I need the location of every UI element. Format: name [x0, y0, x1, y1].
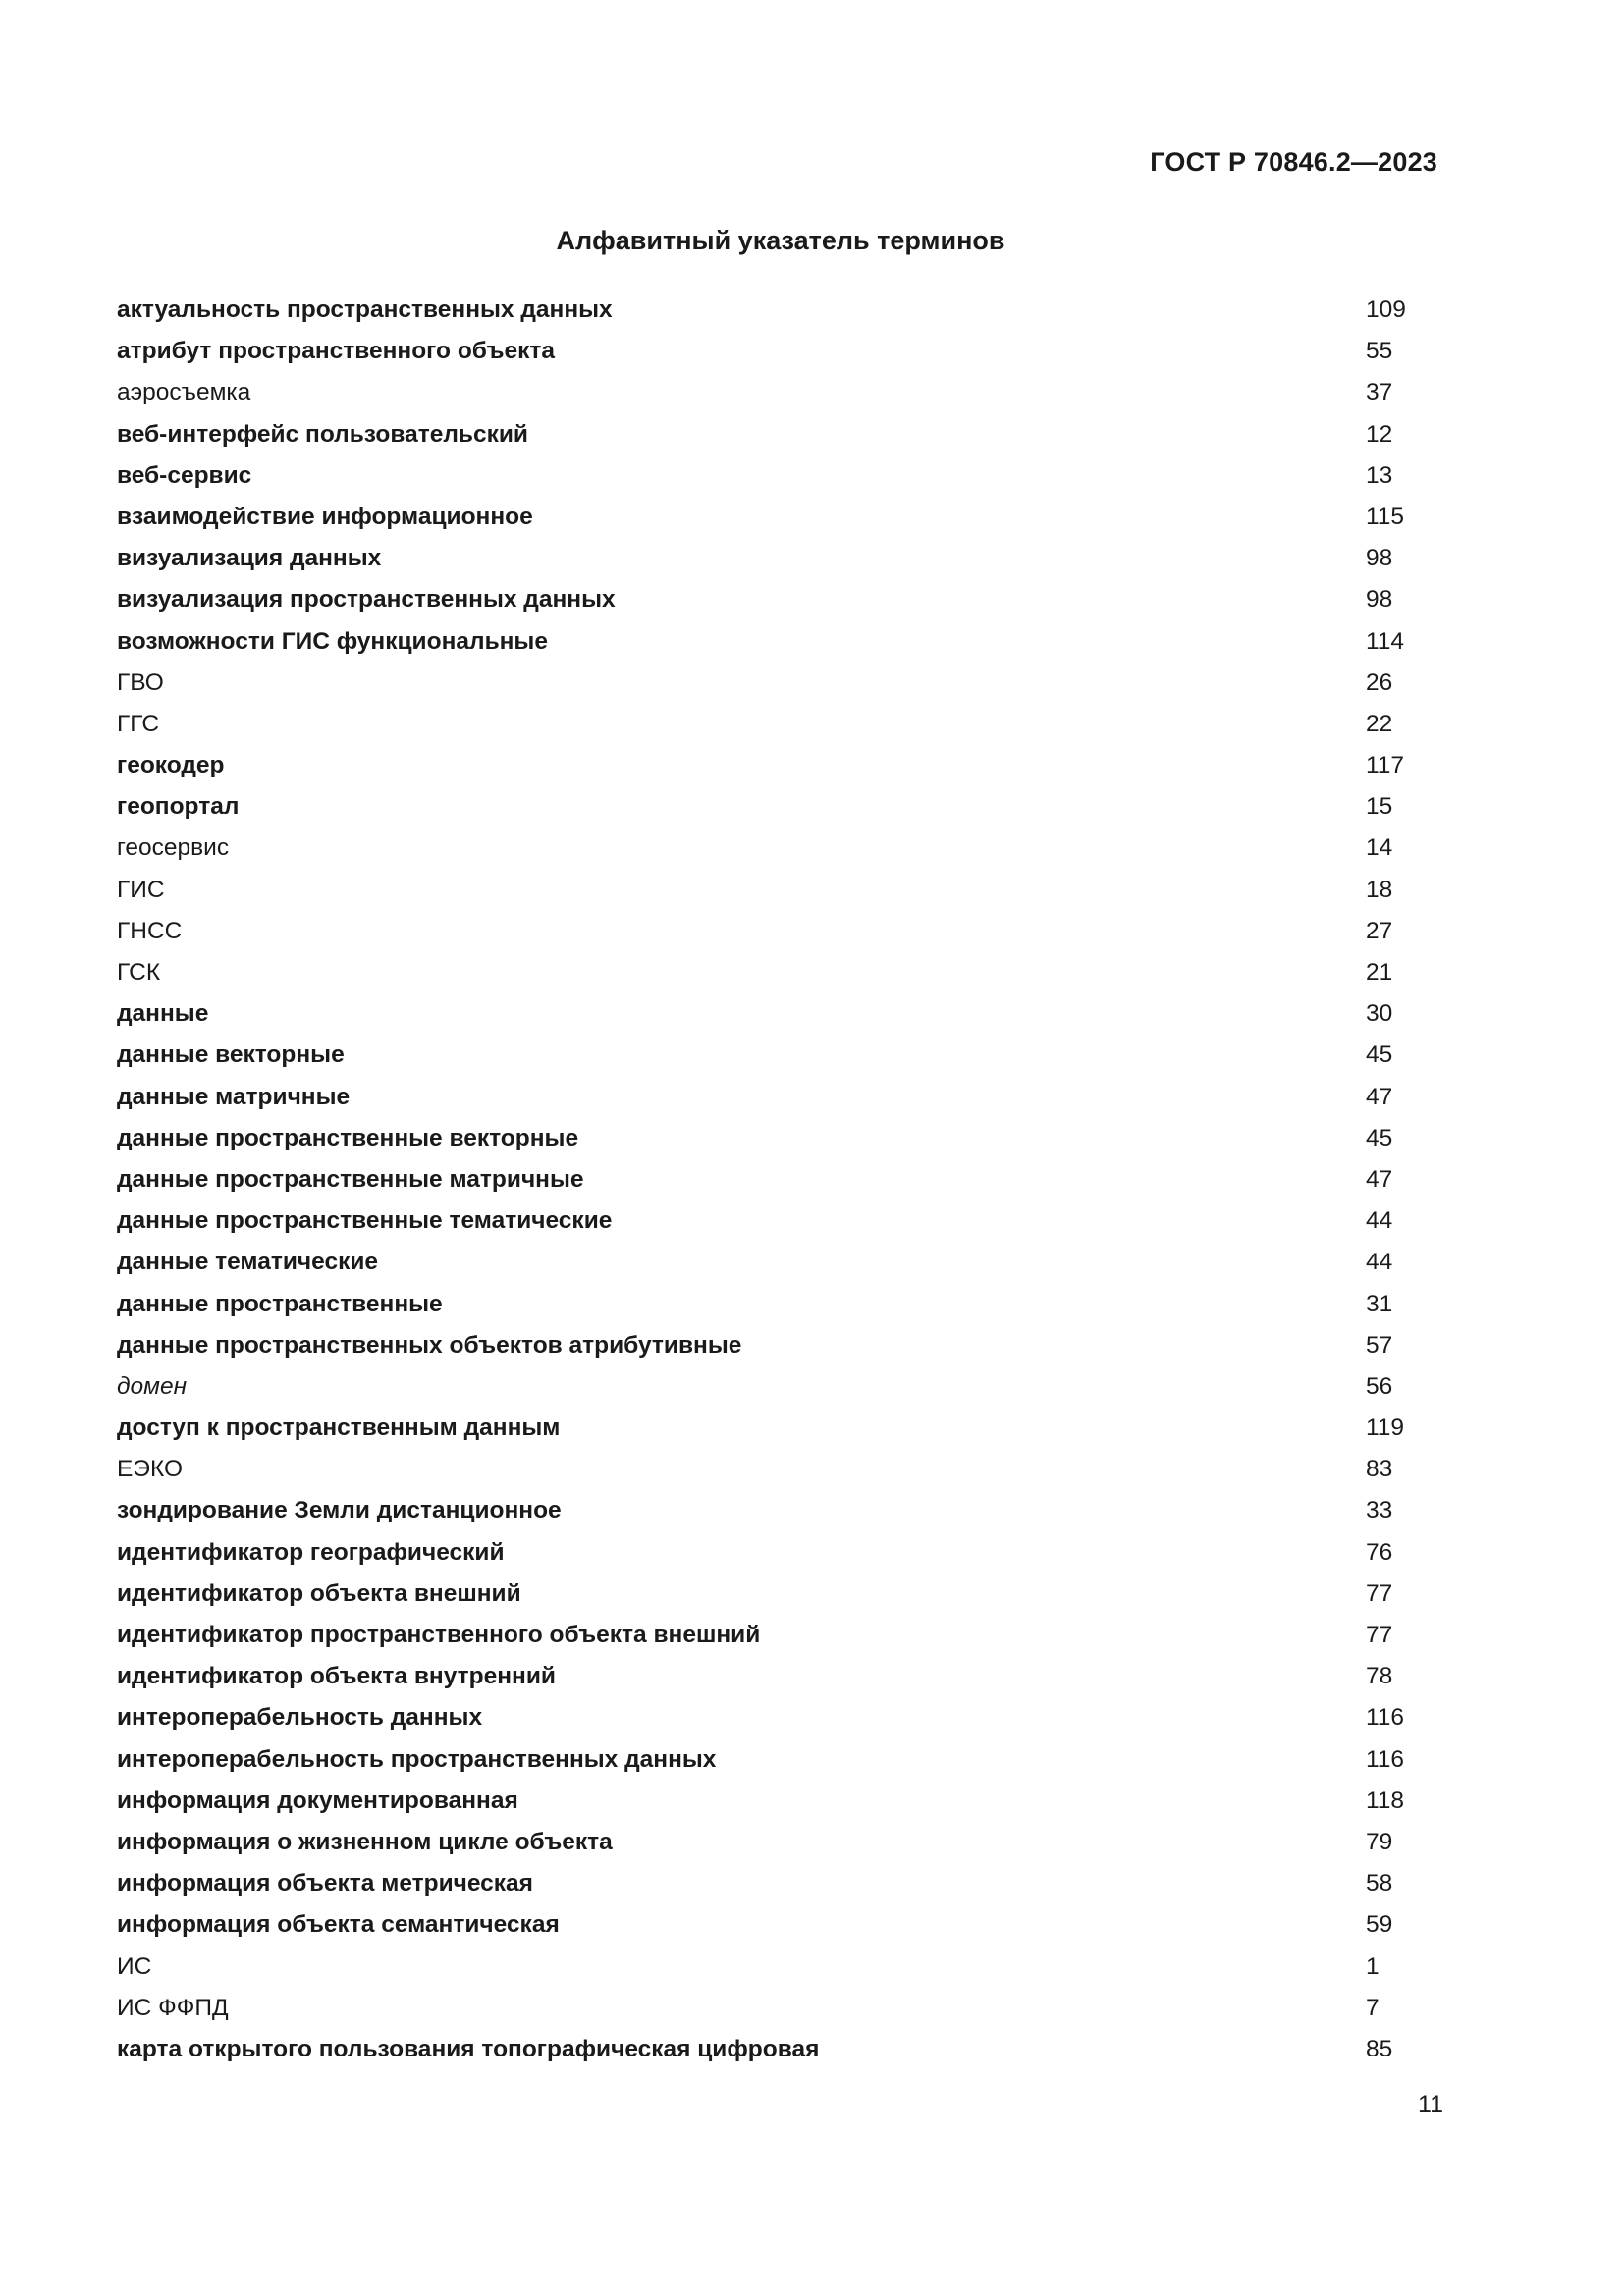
index-term: данные пространственные [117, 1290, 443, 1317]
index-entry [117, 663, 1413, 704]
index-term: ИС [117, 1952, 152, 1980]
index-entry [117, 870, 1413, 911]
index-term-number: 109 [1366, 296, 1406, 323]
index-term-number: 15 [1366, 793, 1393, 821]
index-term-number: 56 [1366, 1372, 1393, 1400]
page-title: Алфавитный указатель терминов [556, 226, 1005, 255]
index-term-number: 47 [1366, 1165, 1393, 1193]
index-entry [117, 1325, 1413, 1366]
index-term: интероперабельность данных [117, 1704, 483, 1732]
index-entry [117, 414, 1413, 455]
index-term-number: 45 [1366, 1124, 1393, 1151]
index-term: геопортал [117, 793, 240, 821]
index-entry [117, 1035, 1413, 1076]
index-entry [117, 1574, 1413, 1615]
index-term-number: 117 [1366, 752, 1405, 779]
index-term: данные векторные [117, 1041, 345, 1069]
index-term-number: 116 [1366, 1704, 1405, 1732]
index-term: веб-сервис [117, 461, 252, 489]
index-term-number: 119 [1366, 1415, 1405, 1442]
index-term-number: 55 [1366, 338, 1393, 365]
index-entry [117, 1242, 1413, 1283]
index-term-number: 44 [1366, 1207, 1393, 1235]
index-entry [117, 1159, 1413, 1201]
index-term-number: 18 [1366, 876, 1393, 903]
index-term: ИС ФФПД [117, 1994, 229, 2021]
index-entry [117, 455, 1413, 497]
index-term-number: 118 [1366, 1787, 1405, 1814]
index-term-number: 33 [1366, 1497, 1393, 1524]
index-entry [117, 1284, 1413, 1325]
index-term-number: 44 [1366, 1249, 1393, 1276]
index-term: информация о жизненном цикле объекта [117, 1828, 613, 1855]
index-entry [117, 828, 1413, 869]
index-term-number: 85 [1366, 2035, 1393, 2062]
index-term: ГВО [117, 668, 164, 696]
index-term: актуальность пространственных данных [117, 296, 613, 323]
index-entry [117, 1822, 1413, 1863]
index-term: данные [117, 1000, 209, 1028]
index-entry [117, 1781, 1413, 1822]
index-term: данные матричные [117, 1083, 351, 1110]
index-term: ГИС [117, 876, 165, 903]
index-term-number: 31 [1366, 1290, 1393, 1317]
index-entry [117, 1904, 1413, 1946]
index-term-number: 1 [1366, 1952, 1380, 1980]
index-term-number: 30 [1366, 1000, 1393, 1028]
index-term-number: 47 [1366, 1083, 1393, 1110]
index-entry [117, 1947, 1413, 1988]
index-entry [117, 1201, 1413, 1242]
index-term-number: 77 [1366, 1622, 1393, 1648]
index-term: взаимодействие информационное [117, 503, 533, 530]
index-term: веб-интерфейс пользовательский [117, 420, 528, 448]
index-term-number: 76 [1366, 1538, 1393, 1566]
index-term: ГСК [117, 959, 161, 986]
index-entry [117, 497, 1413, 538]
index-term: данные пространственных объектов атрибутивные [117, 1331, 742, 1359]
index-term-number: 21 [1366, 959, 1393, 986]
index-term-number: 114 [1366, 627, 1405, 655]
index-entry [117, 1449, 1413, 1490]
index-term: визуализация данных [117, 545, 382, 572]
index-term-number: 83 [1366, 1456, 1393, 1483]
index-term-number: 37 [1366, 379, 1393, 406]
index-term-number: 78 [1366, 1663, 1393, 1690]
index-entry [117, 1532, 1413, 1574]
index-term-number: 116 [1366, 1745, 1405, 1773]
index-term-number: 98 [1366, 545, 1393, 572]
index-term-number: 26 [1366, 668, 1393, 696]
index-term: данные пространственные тематические [117, 1207, 613, 1235]
index-term: аэросъемка [117, 379, 251, 406]
index-term: данные пространственные матричные [117, 1165, 584, 1193]
index-entry [117, 1077, 1413, 1118]
index-entry [117, 331, 1413, 372]
index-term: ГНСС [117, 917, 183, 944]
index-entry [117, 704, 1413, 745]
index-entry [117, 1656, 1413, 1697]
index-term: зондирование Земли дистанционное [117, 1497, 562, 1524]
index-entry [117, 786, 1413, 828]
index-term-number: 57 [1366, 1331, 1393, 1359]
index-term: возможности ГИС функциональные [117, 627, 548, 655]
index-term-number: 7 [1366, 1994, 1380, 2021]
index-entry [117, 1697, 1413, 1738]
index-term: информация объекта метрическая [117, 1870, 533, 1897]
index-entry [117, 1118, 1413, 1159]
index-entry [117, 1739, 1413, 1781]
index-entry [117, 745, 1413, 786]
index-term: идентификатор объекта внутренний [117, 1663, 556, 1690]
index-term: информация документированная [117, 1787, 518, 1814]
index-entry [117, 538, 1413, 579]
index-term: идентификатор объекта внешний [117, 1579, 521, 1607]
index-term: идентификатор географический [117, 1538, 505, 1566]
index-term: геосервис [117, 834, 230, 862]
index-entry [117, 993, 1413, 1035]
index-term-number: 98 [1366, 586, 1393, 614]
index-entry [117, 621, 1413, 663]
index-term: доступ к пространственным данным [117, 1415, 561, 1442]
index-entry [117, 2029, 1413, 2070]
index-term: геокодер [117, 752, 225, 779]
index-entry [117, 1988, 1413, 2029]
index-term-number: 58 [1366, 1870, 1393, 1897]
index-term-number: 27 [1366, 917, 1393, 944]
index-entry [117, 1615, 1413, 1656]
index-entry [117, 579, 1413, 620]
index-term: ЕЭКО [117, 1456, 184, 1483]
index-entry [117, 1863, 1413, 1904]
index-term-number: 59 [1366, 1911, 1393, 1939]
index-entry [117, 290, 1413, 331]
term-index-list [117, 290, 1413, 2070]
index-term-number: 13 [1366, 461, 1393, 489]
index-term: данные пространственные векторные [117, 1124, 579, 1151]
index-term-number: 12 [1366, 420, 1393, 448]
index-term: данные тематические [117, 1249, 379, 1276]
index-term-number: 14 [1366, 834, 1393, 862]
index-term: интероперабельность пространственных данных [117, 1745, 717, 1773]
standard-id-header: ГОСТ Р 70846.2—2023 [1150, 147, 1437, 177]
index-entry [117, 1490, 1413, 1531]
index-term-number: 22 [1366, 710, 1393, 737]
index-entry [117, 1408, 1413, 1449]
index-term-number: 77 [1366, 1579, 1393, 1607]
index-term: атрибут пространственного объекта [117, 338, 555, 365]
index-term: информация объекта семантическая [117, 1911, 560, 1939]
index-term-number: 79 [1366, 1828, 1393, 1855]
index-term-number: 45 [1366, 1041, 1393, 1069]
index-term: идентификатор пространственного объекта внешний [117, 1622, 761, 1648]
index-entry [117, 952, 1413, 993]
index-entry [117, 372, 1413, 413]
index-term: домен [117, 1372, 188, 1400]
index-term: ГГС [117, 710, 160, 737]
index-term: карта открытого пользования топографическая цифровая [117, 2035, 820, 2062]
index-entry [117, 1366, 1413, 1408]
index-term: визуализация пространственных данных [117, 586, 616, 614]
index-term-number: 115 [1366, 503, 1405, 530]
index-entry [117, 911, 1413, 952]
page-number: 11 [1418, 2091, 1443, 2118]
